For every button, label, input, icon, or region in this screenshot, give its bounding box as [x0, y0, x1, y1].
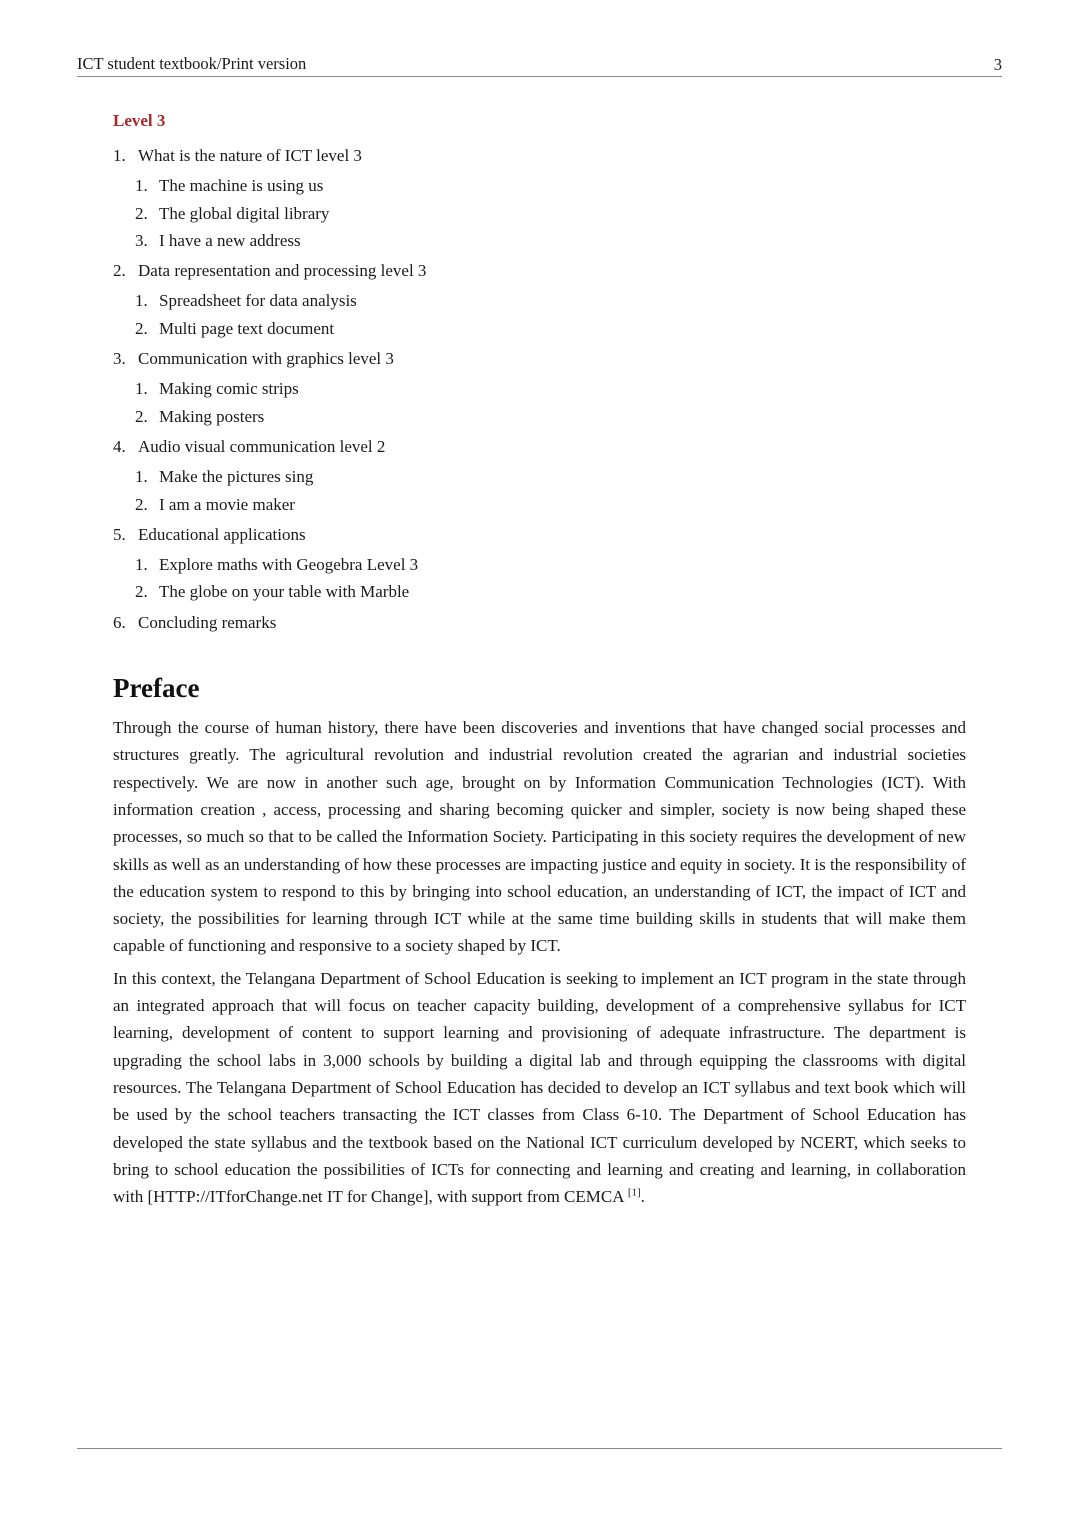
toc-item-label[interactable]: Educational applications	[138, 524, 306, 544]
toc-subitem-label[interactable]: Multi page text document	[159, 318, 335, 338]
toc-subitem-label[interactable]: I have a new address	[159, 230, 301, 250]
toc-subitem-label[interactable]: Making comic strips	[159, 379, 299, 399]
toc-subitem[interactable]	[135, 172, 966, 199]
toc-subitem-number: 2.	[135, 318, 148, 338]
toc-item[interactable]	[113, 433, 966, 518]
toc-sublist	[135, 375, 966, 430]
toc-item-label[interactable]: Audio visual communication level 2	[138, 436, 386, 456]
footnote-reference[interactable]: [1]	[627, 1186, 641, 1199]
toc-subitem[interactable]	[135, 551, 966, 578]
toc-subitem-number: 2.	[135, 406, 148, 426]
toc-sublist	[135, 551, 966, 606]
toc-subitem[interactable]	[135, 463, 966, 490]
toc-subitem-label[interactable]: The globe on your table with Marble	[159, 582, 410, 602]
toc-subitem-number: 2.	[135, 494, 148, 514]
toc-subitem[interactable]	[135, 287, 966, 314]
toc-subitem-number: 1.	[135, 467, 148, 487]
page-content	[113, 109, 966, 1215]
toc-subitem-label[interactable]: Make the pictures sing	[159, 467, 314, 487]
toc-subitem-number: 1.	[135, 379, 148, 399]
table-of-contents	[113, 142, 966, 636]
toc-sublist	[135, 463, 966, 518]
toc-sublist	[135, 287, 966, 342]
toc-item-label[interactable]: Communication with graphics level 3	[138, 349, 394, 369]
toc-subitem[interactable]	[135, 200, 966, 227]
toc-item-number: 6.	[113, 612, 126, 632]
sentence-end: .	[640, 1187, 645, 1207]
toc-subitem-number: 1.	[135, 555, 148, 575]
toc-item[interactable]	[113, 142, 966, 254]
toc-item-label[interactable]: Data representation and processing level 3	[138, 261, 427, 281]
toc-subitem-label[interactable]: The machine is using us	[159, 176, 324, 196]
toc-subitem[interactable]	[135, 375, 966, 402]
toc-item-label[interactable]: What is the nature of ICT level 3	[138, 146, 362, 165]
toc-item[interactable]	[113, 521, 966, 606]
toc-subitem-number: 1.	[135, 291, 148, 311]
toc-item-label[interactable]: Concluding remarks	[138, 612, 277, 632]
preface-paragraph	[113, 965, 966, 1211]
toc-item[interactable]	[113, 345, 966, 430]
toc-subitem-label[interactable]: Explore maths with Geogebra Level 3	[159, 555, 419, 575]
toc-subitem-number: 2.	[135, 582, 148, 602]
toc-subitem-label[interactable]: I am a movie maker	[159, 494, 295, 514]
toc-item-number: 4.	[113, 436, 126, 456]
page-number: 3	[993, 55, 1002, 74]
toc-subitem-number: 1.	[135, 176, 148, 196]
toc-item-number: 2.	[113, 261, 126, 281]
toc-item[interactable]	[113, 609, 966, 636]
toc-subitem[interactable]	[135, 315, 966, 342]
toc-section-heading: Level 3	[113, 111, 166, 130]
toc-sublist	[135, 172, 966, 254]
preface-title: Preface	[113, 673, 200, 704]
header-title: ICT student textbook/Print version	[77, 54, 307, 73]
toc-subitem-number: 3.	[135, 230, 148, 250]
toc-subitem-number: 2.	[135, 203, 148, 223]
toc-item-number: 3.	[113, 349, 126, 369]
toc-subitem-label[interactable]: Making posters	[159, 406, 265, 426]
running-header	[77, 52, 1002, 77]
toc-item-number: 5.	[113, 524, 126, 544]
toc-item[interactable]	[113, 257, 966, 342]
toc-subitem-label[interactable]: Spreadsheet for data analysis	[159, 291, 357, 311]
toc-subitem[interactable]	[135, 403, 966, 430]
toc-subitem[interactable]	[135, 578, 966, 605]
toc-subitem-label[interactable]: The global digital library	[159, 203, 330, 223]
preface-paragraph-text: In this context, the Telangana Department of School Education is seeking to implement an ICT program in the state through an integrated approach that will focus on teacher capacity building, development of a comprehensive syllabus for ICT learning, development of content to support learning and provisioning of adequate infrastructure. The department is upgrading the school labs in 3,000 schools by building a digital lab and through equipping the classrooms with digital resources. The Telangana Department of School Education has decided to develop an ICT syllabus and text book which will be used by the school teachers transacting the ICT classes from Class 6-10. The Department of School Education has developed the state syllabus and the textbook based on the National ICT curriculum developed by NCERT, which seeks to bring to school education the possibilities of ICTs for connecting and learning and creating and learning, in collaboration with [HTTP://ITforChange.net IT for Change], with support from CEMCA	[113, 968, 966, 1207]
toc-subitem[interactable]	[135, 491, 966, 518]
footer-rule	[77, 1448, 1002, 1449]
toc-item-number: 1.	[113, 146, 126, 165]
toc-subitem[interactable]	[135, 227, 966, 254]
preface-paragraph: Through the course of human history, there have been discoveries and inventions that have changed social processes and structures greatly. The agricultural revolution and industrial revolution created the agrarian and industrial societies respectively. We are now in another such age, brought on by Information Communication Technologies (ICT). With information creation , access, processing and sharing becoming quicker and simpler, society is now being shaped these processes, so much so that to be called the Information Society. Participating in this society requires the development of new skills as well as an understanding of how these processes are impacting justice and equity in society. It is the responsibility of the education system to respond to this by bringing into school education, an understanding of ICT, the impact of ICT and society, the possibilities for learning through ICT while at the same time building skills in students that will make them capable of functioning and responsive to a society shaped by ICT.	[113, 718, 966, 956]
